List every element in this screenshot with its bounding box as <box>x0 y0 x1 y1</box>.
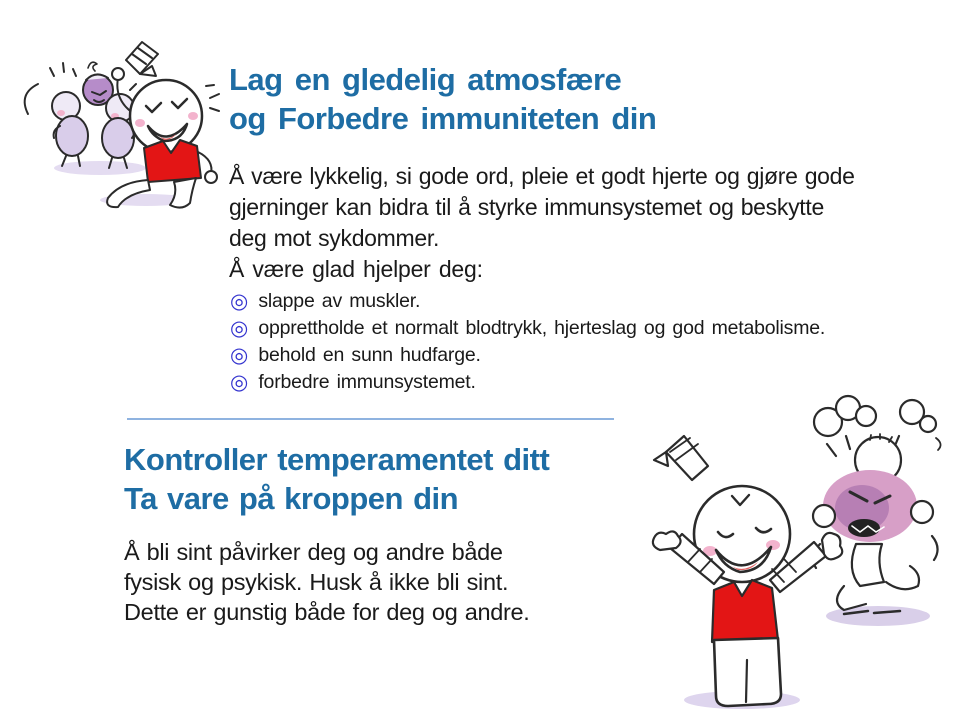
section1-list-intro: Å være glad hjelper deg: <box>229 256 483 282</box>
ponytail-icon <box>666 436 708 480</box>
section-divider <box>127 418 614 420</box>
bullseye-bullet-icon: ◎ <box>230 343 249 367</box>
section1-bullet-list <box>230 288 825 396</box>
bullet-item <box>230 369 825 396</box>
bullseye-bullet-icon: ◎ <box>230 316 249 340</box>
paragraph-line: fysisk og psykisk. Husk å ikke bli sint. <box>124 569 509 595</box>
bullseye-bullet-icon: ◎ <box>230 289 249 313</box>
bullet-item <box>230 342 825 369</box>
paragraph-line: Å være lykkelig, si gode ord, pleie et godt hjerte og gjøre gode <box>229 163 855 189</box>
bullet-text: opprettholde et normalt blodtrykk, hjerteslag og god metabolisme. <box>258 317 826 339</box>
annoyed-squiggle-icon <box>88 62 97 71</box>
bullet-item <box>230 288 825 315</box>
happy-character <box>653 436 842 706</box>
bullet-text: behold en sunn hudfarge. <box>258 344 481 366</box>
section2-paragraph <box>124 537 530 627</box>
bullet-text: slappe av muskler. <box>258 290 421 312</box>
section2-title-line1: Kontroller temperamentet ditt <box>124 442 550 477</box>
group-shadow <box>54 161 146 175</box>
happy-dancer-and-grumpy-group-illustration <box>14 28 222 210</box>
section1-title-line1: Lag en gledelig atmosfære <box>229 62 622 97</box>
bullseye-bullet-icon: ◎ <box>230 370 249 394</box>
paragraph-line: deg mot sykdommer. <box>229 225 440 251</box>
section2-title-line2: Ta vare på kroppen din <box>124 481 459 516</box>
section1-paragraph <box>229 161 855 254</box>
section1-title <box>229 60 656 138</box>
bullet-item <box>230 315 825 342</box>
paragraph-line: Dette er gunstig både for deg og andre. <box>124 599 530 625</box>
bullet-text: forbedre immunsystemet. <box>258 371 476 393</box>
section2-title <box>124 440 549 518</box>
grumbling-mouth-icon <box>848 519 880 537</box>
mitten-hand-icon <box>653 531 681 550</box>
red-vest-icon <box>712 580 778 642</box>
grumpy-group <box>52 62 142 168</box>
paragraph-line: gjerninger kan bidra til å styrke immunsystemet og beskytte <box>229 194 824 220</box>
paragraph-line: Å bli sint påvirker deg og andre både <box>124 539 503 565</box>
motion-arc <box>25 84 38 114</box>
section1-title-line2: og Forbedre immuniteten din <box>229 101 657 136</box>
angry-character <box>813 396 941 610</box>
mitten-hand-icon <box>822 533 842 559</box>
happy-character-and-angry-character-illustration <box>630 394 952 716</box>
